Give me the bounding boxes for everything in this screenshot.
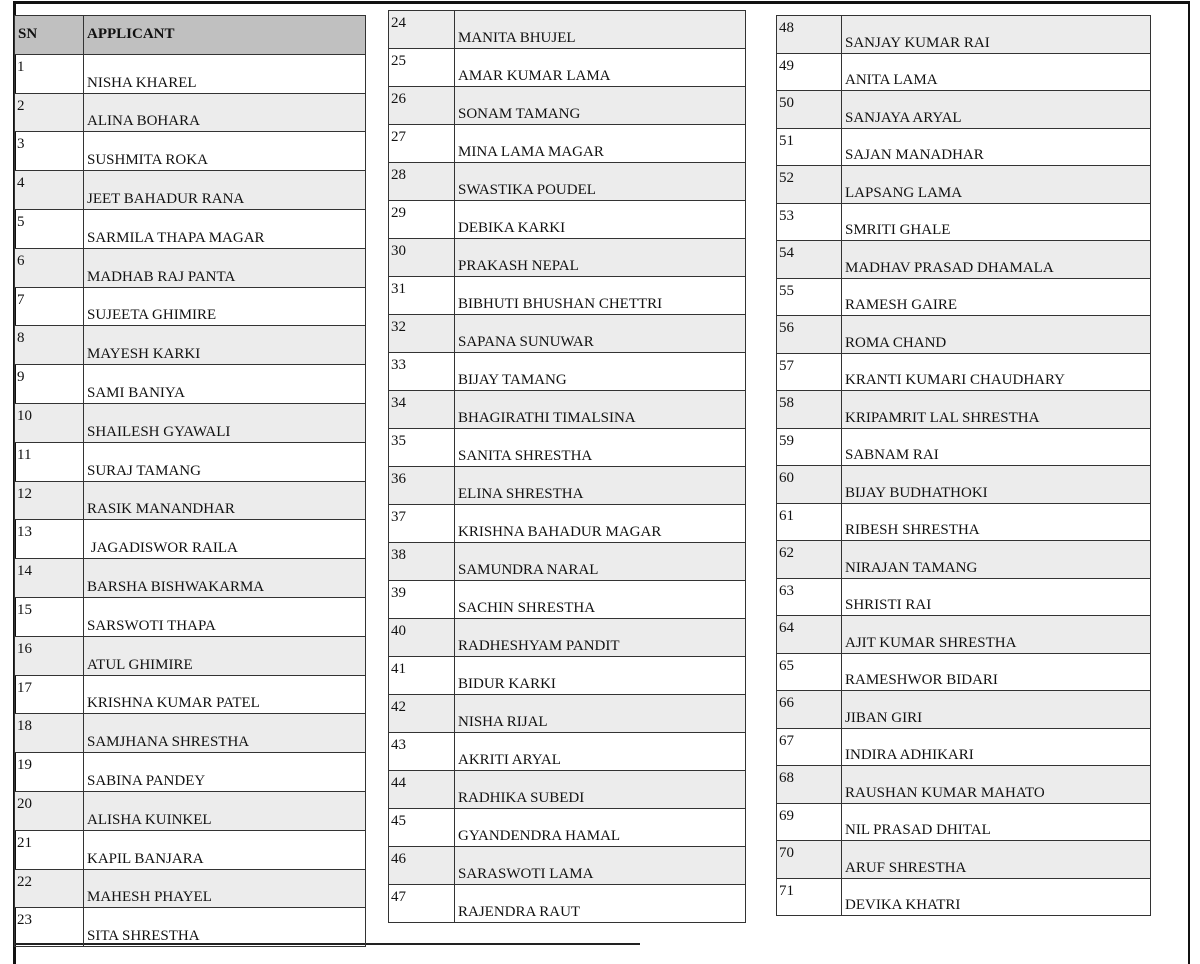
- table-row: [15, 171, 366, 210]
- applicant-name-cell: MAHESH PHAYEL: [84, 869, 366, 908]
- table-row: [389, 543, 746, 581]
- table-header: [15, 16, 366, 55]
- sn-cell: 41: [389, 657, 455, 695]
- applicant-name-cell: BIJAY TAMANG: [455, 353, 746, 391]
- applicant-name-cell: MANITA BHUJEL: [455, 11, 746, 49]
- table-row: [389, 49, 746, 87]
- sn-cell: 46: [389, 847, 455, 885]
- sn-cell: 8: [15, 326, 84, 365]
- applicant-name-cell: NIL PRASAD DHITAL: [842, 803, 1151, 841]
- table-row: [777, 466, 1151, 504]
- applicant-name-cell: JEET BAHADUR RANA: [84, 171, 366, 210]
- sn-cell: 45: [389, 809, 455, 847]
- applicant-name-cell: BIDUR KARKI: [455, 657, 746, 695]
- table-row: [777, 878, 1151, 916]
- table-row: [777, 766, 1151, 804]
- applicant-name-cell: SURAJ TAMANG: [84, 442, 366, 481]
- header-applicant: APPLICANT: [84, 16, 366, 55]
- applicant-name-cell: LAPSANG LAMA: [842, 166, 1151, 204]
- table-row: [389, 391, 746, 429]
- sn-cell: 56: [777, 316, 842, 354]
- table-row: [15, 365, 366, 404]
- table-row: [15, 908, 366, 947]
- applicant-name-cell: MINA LAMA MAGAR: [455, 125, 746, 163]
- sn-cell: 61: [777, 503, 842, 541]
- sn-cell: 2: [15, 93, 84, 132]
- applicant-name-cell: DEVIKA KHATRI: [842, 878, 1151, 916]
- table-row: [389, 201, 746, 239]
- applicant-name-cell: BIJAY BUDHATHOKI: [842, 466, 1151, 504]
- applicant-name-cell: KRANTI KUMARI CHAUDHARY: [842, 353, 1151, 391]
- applicant-name-cell: MADHAV PRASAD DHAMALA: [842, 241, 1151, 279]
- applicant-name-cell: ELINA SHRESTHA: [455, 467, 746, 505]
- sn-cell: 64: [777, 616, 842, 654]
- applicant-name-cell: AMAR KUMAR LAMA: [455, 49, 746, 87]
- sn-cell: 36: [389, 467, 455, 505]
- table-row: [389, 809, 746, 847]
- table-row: [15, 597, 366, 636]
- sn-cell: 68: [777, 766, 842, 804]
- sn-cell: 53: [777, 203, 842, 241]
- table-row: [15, 403, 366, 442]
- sn-cell: 15: [15, 597, 84, 636]
- sn-cell: 69: [777, 803, 842, 841]
- sn-cell: 60: [777, 466, 842, 504]
- table-row: [389, 277, 746, 315]
- applicant-name-cell: SAMI BANIYA: [84, 365, 366, 404]
- sn-cell: 38: [389, 543, 455, 581]
- table-row: [777, 841, 1151, 879]
- sn-cell: 24: [389, 11, 455, 49]
- sn-cell: 54: [777, 241, 842, 279]
- sn-cell: 23: [15, 908, 84, 947]
- applicant-name-cell: RAMESH GAIRE: [842, 278, 1151, 316]
- sn-cell: 1: [15, 54, 84, 93]
- table-row: [777, 278, 1151, 316]
- applicant-name-cell: RASIK MANANDHAR: [84, 481, 366, 520]
- applicant-name-cell: SAJAN MANADHAR: [842, 128, 1151, 166]
- sn-cell: 16: [15, 636, 84, 675]
- applicant-table-2: [388, 10, 746, 923]
- applicant-name-cell: RADHESHYAM PANDIT: [455, 619, 746, 657]
- table-row: [15, 520, 366, 559]
- sn-cell: 39: [389, 581, 455, 619]
- table-row: [777, 803, 1151, 841]
- sn-cell: 5: [15, 209, 84, 248]
- table-row: [15, 675, 366, 714]
- table-row: [777, 353, 1151, 391]
- sn-cell: 9: [15, 365, 84, 404]
- applicant-name-cell: ATUL GHIMIRE: [84, 636, 366, 675]
- sn-cell: 52: [777, 166, 842, 204]
- sn-cell: 11: [15, 442, 84, 481]
- table-row: [777, 241, 1151, 279]
- table-row: [15, 714, 366, 753]
- applicant-name-cell: SITA SHRESTHA: [84, 908, 366, 947]
- table-row: [15, 791, 366, 830]
- table-row: [15, 54, 366, 93]
- applicant-name-cell: SHRISTI RAI: [842, 578, 1151, 616]
- applicant-name-cell: SACHIN SHRESTHA: [455, 581, 746, 619]
- applicant-table-1: [14, 15, 366, 947]
- applicant-name-cell: ARUF SHRESTHA: [842, 841, 1151, 879]
- table-row: [15, 132, 366, 171]
- sn-cell: 32: [389, 315, 455, 353]
- applicant-name-cell: RADHIKA SUBEDI: [455, 771, 746, 809]
- table-row: [777, 728, 1151, 766]
- applicant-name-cell: RAJENDRA RAUT: [455, 885, 746, 923]
- sn-cell: 20: [15, 791, 84, 830]
- sn-cell: 34: [389, 391, 455, 429]
- sn-cell: 12: [15, 481, 84, 520]
- table-row: [389, 771, 746, 809]
- applicant-name-cell: JIBAN GIRI: [842, 691, 1151, 729]
- sn-cell: 19: [15, 753, 84, 792]
- applicant-name-cell: BHAGIRATHI TIMALSINA: [455, 391, 746, 429]
- sn-cell: 3: [15, 132, 84, 171]
- table-row: [389, 163, 746, 201]
- applicant-name-cell: GYANDENDRA HAMAL: [455, 809, 746, 847]
- table-row: [15, 636, 366, 675]
- sn-cell: 14: [15, 559, 84, 598]
- sn-cell: 28: [389, 163, 455, 201]
- sn-cell: 17: [15, 675, 84, 714]
- applicant-table-3: [776, 15, 1151, 916]
- table-row: [15, 830, 366, 869]
- table-row: [15, 753, 366, 792]
- applicant-name-cell: ALINA BOHARA: [84, 93, 366, 132]
- applicant-name-cell: SANJAYA ARYAL: [842, 91, 1151, 129]
- table-row: [777, 541, 1151, 579]
- applicant-name-cell: DEBIKA KARKI: [455, 201, 746, 239]
- sn-cell: 58: [777, 391, 842, 429]
- sn-cell: 37: [389, 505, 455, 543]
- table-row: [389, 695, 746, 733]
- table-row: [15, 869, 366, 908]
- table-row: [777, 128, 1151, 166]
- applicant-name-cell: SMRITI GHALE: [842, 203, 1151, 241]
- applicant-name-cell: AKRITI ARYAL: [455, 733, 746, 771]
- table-row: [15, 248, 366, 287]
- table-row: [389, 733, 746, 771]
- table-row: [389, 619, 746, 657]
- sn-cell: 22: [15, 869, 84, 908]
- applicant-name-cell: SARSWOTI THAPA: [84, 597, 366, 636]
- table-row: [15, 209, 366, 248]
- applicant-name-cell: SAMJHANA SHRESTHA: [84, 714, 366, 753]
- applicant-name-cell: RAMESHWOR BIDARI: [842, 653, 1151, 691]
- sn-cell: 7: [15, 287, 84, 326]
- table-row: [777, 578, 1151, 616]
- table-row: [389, 11, 746, 49]
- applicant-name-cell: SABINA PANDEY: [84, 753, 366, 792]
- sn-cell: 48: [777, 16, 842, 54]
- table-row: [777, 616, 1151, 654]
- applicant-name-cell: SONAM TAMANG: [455, 87, 746, 125]
- table-row: [15, 442, 366, 481]
- sn-cell: 27: [389, 125, 455, 163]
- header-sn: SN: [15, 16, 84, 55]
- sn-cell: 49: [777, 53, 842, 91]
- applicant-name-cell: SANJAY KUMAR RAI: [842, 16, 1151, 54]
- table-row: [777, 691, 1151, 729]
- table-row: [389, 125, 746, 163]
- applicant-name-cell: JAGADISWOR RAILA: [84, 520, 366, 559]
- sn-cell: 25: [389, 49, 455, 87]
- sn-cell: 33: [389, 353, 455, 391]
- applicant-name-cell: MAYESH KARKI: [84, 326, 366, 365]
- table-row: [777, 16, 1151, 54]
- table-row: [389, 581, 746, 619]
- table-row: [15, 326, 366, 365]
- sn-cell: 67: [777, 728, 842, 766]
- applicant-name-cell: KRISHNA KUMAR PATEL: [84, 675, 366, 714]
- applicant-name-cell: INDIRA ADHIKARI: [842, 728, 1151, 766]
- table-row: [389, 467, 746, 505]
- table-row: [389, 885, 746, 923]
- table-row: [777, 391, 1151, 429]
- table-row: [15, 93, 366, 132]
- applicant-name-cell: PRAKASH NEPAL: [455, 239, 746, 277]
- table-row: [15, 287, 366, 326]
- applicant-name-cell: SABNAM RAI: [842, 428, 1151, 466]
- sn-cell: 40: [389, 619, 455, 657]
- table-row: [389, 353, 746, 391]
- table-row: [389, 239, 746, 277]
- applicant-name-cell: SARASWOTI LAMA: [455, 847, 746, 885]
- table-row: [777, 203, 1151, 241]
- table-row: [389, 429, 746, 467]
- sn-cell: 55: [777, 278, 842, 316]
- table-row: [389, 657, 746, 695]
- applicant-name-cell: NISHA KHAREL: [84, 54, 366, 93]
- table-row: [389, 315, 746, 353]
- table-row: [15, 559, 366, 598]
- table-row: [777, 91, 1151, 129]
- sn-cell: 30: [389, 239, 455, 277]
- sn-cell: 50: [777, 91, 842, 129]
- sn-cell: 51: [777, 128, 842, 166]
- table-row: [777, 53, 1151, 91]
- sn-cell: 47: [389, 885, 455, 923]
- sn-cell: 10: [15, 403, 84, 442]
- table-row: [777, 428, 1151, 466]
- table-row: [389, 87, 746, 125]
- sn-cell: 21: [15, 830, 84, 869]
- sn-cell: 44: [389, 771, 455, 809]
- sn-cell: 42: [389, 695, 455, 733]
- applicant-name-cell: ALISHA KUINKEL: [84, 791, 366, 830]
- table-row: [15, 481, 366, 520]
- sn-cell: 63: [777, 578, 842, 616]
- applicant-name-cell: NISHA RIJAL: [455, 695, 746, 733]
- sn-cell: 26: [389, 87, 455, 125]
- sn-cell: 59: [777, 428, 842, 466]
- applicant-name-cell: KRIPAMRIT LAL SHRESTHA: [842, 391, 1151, 429]
- sn-cell: 35: [389, 429, 455, 467]
- applicant-name-cell: RAUSHAN KUMAR MAHATO: [842, 766, 1151, 804]
- applicant-name-cell: BARSHA BISHWAKARMA: [84, 559, 366, 598]
- sn-cell: 31: [389, 277, 455, 315]
- sn-cell: 29: [389, 201, 455, 239]
- applicant-name-cell: SUJEETA GHIMIRE: [84, 287, 366, 326]
- sn-cell: 65: [777, 653, 842, 691]
- applicant-name-cell: MADHAB RAJ PANTA: [84, 248, 366, 287]
- applicant-name-cell: BIBHUTI BHUSHAN CHETTRI: [455, 277, 746, 315]
- applicant-name-cell: RIBESH SHRESTHA: [842, 503, 1151, 541]
- applicant-name-cell: SUSHMITA ROKA: [84, 132, 366, 171]
- applicant-name-cell: SANITA SHRESTHA: [455, 429, 746, 467]
- applicant-name-cell: SWASTIKA POUDEL: [455, 163, 746, 201]
- applicant-name-cell: SARMILA THAPA MAGAR: [84, 209, 366, 248]
- applicant-name-cell: KAPIL BANJARA: [84, 830, 366, 869]
- sn-cell: 57: [777, 353, 842, 391]
- applicant-name-cell: ROMA CHAND: [842, 316, 1151, 354]
- table-row: [777, 503, 1151, 541]
- applicant-name-cell: KRISHNA BAHADUR MAGAR: [455, 505, 746, 543]
- applicant-name-cell: AJIT KUMAR SHRESTHA: [842, 616, 1151, 654]
- sn-cell: 13: [15, 520, 84, 559]
- sn-cell: 70: [777, 841, 842, 879]
- sn-cell: 62: [777, 541, 842, 579]
- sn-cell: 6: [15, 248, 84, 287]
- sn-cell: 71: [777, 878, 842, 916]
- applicant-name-cell: SAMUNDRA NARAL: [455, 543, 746, 581]
- table-row: [389, 505, 746, 543]
- sn-cell: 66: [777, 691, 842, 729]
- sn-cell: 43: [389, 733, 455, 771]
- applicant-name-cell: ANITA LAMA: [842, 53, 1151, 91]
- sn-cell: 4: [15, 171, 84, 210]
- table-row: [777, 316, 1151, 354]
- table-row: [389, 847, 746, 885]
- table-row: [777, 653, 1151, 691]
- table-row: [777, 166, 1151, 204]
- sn-cell: 18: [15, 714, 84, 753]
- applicant-name-cell: NIRAJAN TAMANG: [842, 541, 1151, 579]
- applicant-name-cell: SHAILESH GYAWALI: [84, 403, 366, 442]
- applicant-name-cell: SAPANA SUNUWAR: [455, 315, 746, 353]
